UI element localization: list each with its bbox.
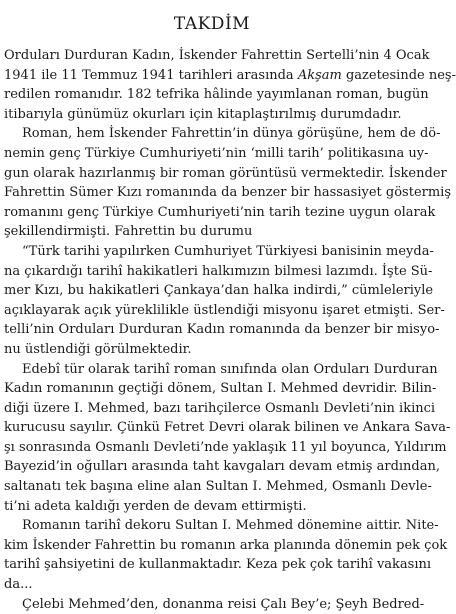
text-line: saltanatı tek başına eline alan Sultan I. Mehmed, Osmanlı Devle- (4, 479, 432, 495)
text-line: açıklayarak açık yüreklilikle üstlendiği misyonu işaret etmişti. Ser- (4, 302, 445, 318)
text-line: Kadın romanının geçtiği dönem, Sultan I. Mehmed devridir. Bilin- (4, 381, 437, 397)
text-line: tarihî şahsiyetini de kullanmaktadır. Keza pek çok tarihî vakasını (4, 557, 432, 573)
document-page (4, 0, 456, 612)
text-line: Fahrettin Sümer Kızı romanında da benzer bir hassasiyet göstermiş (4, 185, 452, 201)
text-line: telli’nin Orduları Durduran Kadın romanında da benzer bir misyo- (4, 322, 440, 338)
body-text (4, 46, 456, 614)
text-line: Edebî tür olarak tarihî roman sınıfında olan Orduları Durduran (22, 361, 438, 377)
text-line: nemin genç Türkiye Cumhuriyeti’nin ‘milli tarih’ politikasına uy- (4, 145, 429, 161)
text-line: itibarıyla günümüz okurları için kitaplaştırılmış durumdadır. (4, 106, 402, 122)
text-line: romanını genç Türkiye Cumhuriyeti’nin tarih tezine uygun olarak (4, 204, 436, 220)
text-line: Orduları Durduran Kadın, İskender Fahrettin Sertelli’nin 4 Ocak (4, 48, 430, 63)
text-line: diği üzere I. Mehmed, bazı tarihçilerce Osmanlı Devleti’nin ikinci (4, 400, 436, 416)
text-line: mer Kızı, bu hakikatleri Çankaya’dan halka indirdi,” cümleleriyle (4, 283, 434, 299)
text-line: şekillendirmişti. Fahrettin bu durumu (4, 224, 253, 240)
paragraph (4, 360, 451, 517)
text-line: şı sonrasında Osmanlı Devleti’nde yaklaşık 11 yıl boyunca, Yıldırım (4, 439, 447, 455)
text-line: kim İskender Fahrettin bu romanın arka planında dönemin pek çok (4, 537, 448, 553)
text-line: Roman, hem İskender Fahrettin’in dünya görüşüne, hem de dö- (22, 126, 441, 142)
text-line: Romanın tarihî dekoru Sultan I. Mehmed dönemine aittir. Nite- (22, 518, 439, 534)
text-line: kurucusu sayılır. Çünkü Fetret Devri olarak bilinen ve Ankara Sava- (4, 420, 451, 436)
text-line: Çelebi Mehmed’den, donanma reisi Çalı Bey’e; Şeyh Bedred- (22, 596, 425, 612)
text-line: na çıkardığı tarihî hakikatleri halkımızın bilmesi lazımdı. İşte Sü- (4, 263, 433, 279)
text-line: ti’ni adeta kaldığı yerden de devam ettirmişti. (4, 498, 307, 514)
text-line: da... (4, 577, 33, 593)
text-line: “Türk tarihi yapılırken Cumhuriyet Türkiyesi banisinin meyda- (22, 243, 434, 259)
paragraph (4, 516, 448, 594)
paragraph (4, 124, 452, 242)
italic-text: Akşam (297, 67, 342, 83)
paragraph (4, 595, 425, 614)
page-title: TAKDİM (173, 14, 251, 34)
text-line: nu üstlendiği görülmektedir. (4, 341, 192, 357)
text-line: redilen romanıdır. 182 tefrika hâlinde yayımlanan roman, bugün (4, 87, 429, 103)
paragraph (4, 242, 445, 360)
text-line: 1941 ile 11 Temmuz 1941 tarihleri arasında Akşam gazetesinde neş- (4, 67, 456, 83)
text-line: Bayezid’in oğulları arasında taht kavgaları devam etmiş ardından, (4, 459, 441, 475)
text-line: gun olarak hazırlanmış bir roman görüntüsü vermektedir. İskender (4, 165, 447, 181)
paragraph (4, 46, 456, 124)
